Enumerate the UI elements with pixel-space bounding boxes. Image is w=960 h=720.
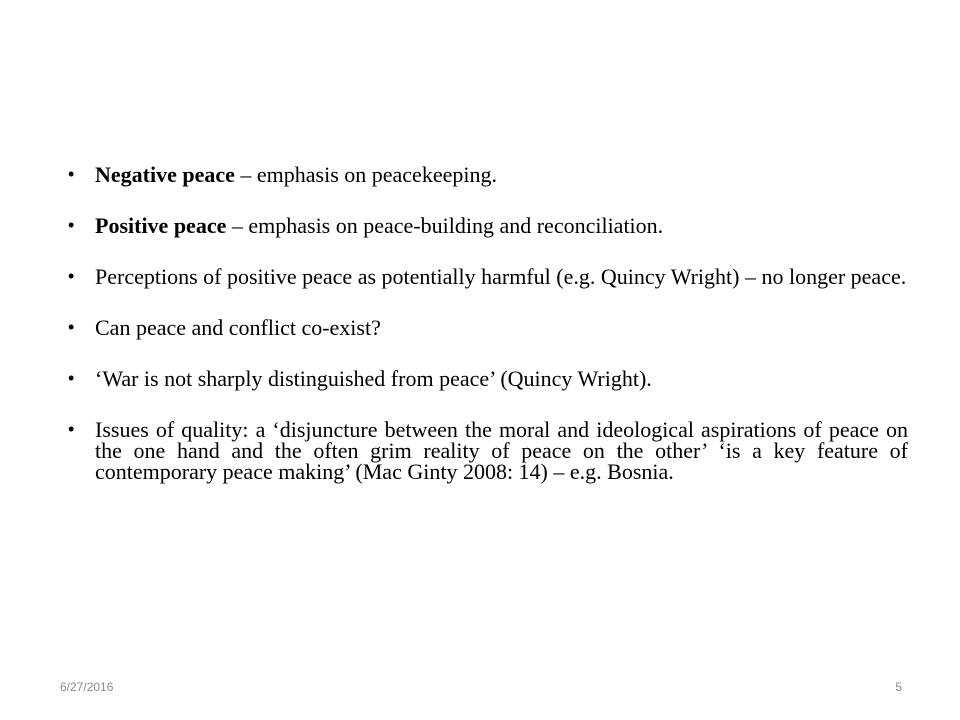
bullet-text — [95, 164, 908, 185]
bullet-text — [95, 266, 908, 287]
bullet-icon: • — [68, 368, 75, 388]
bullet-body: ‘War is not sharply distinguished from peace’ (Quincy Wright). — [95, 366, 652, 391]
bullet-icon: • — [68, 266, 75, 286]
bullet-item-positive-peace — [68, 215, 908, 236]
bullet-text — [95, 368, 908, 389]
bullet-bold-term: Positive peace — [95, 213, 227, 238]
footer-date: 6/27/2016 — [60, 680, 114, 694]
bullet-icon: • — [68, 317, 75, 337]
bullet-body: Perceptions of positive peace as potentially harmful (e.g. Quincy Wright) – no longer peace. — [95, 264, 907, 289]
bullet-list — [68, 164, 908, 482]
bullet-text — [95, 419, 908, 482]
bullet-icon: • — [68, 419, 75, 439]
bullet-icon: • — [68, 164, 75, 184]
bullet-item-coexist — [68, 317, 908, 338]
bullet-text — [95, 215, 908, 236]
bullet-item-war-quote — [68, 368, 908, 389]
bullet-icon: • — [68, 215, 75, 235]
bullet-item-quality — [68, 419, 908, 482]
bullet-body: – emphasis on peacekeeping. — [234, 162, 497, 187]
bullet-text — [95, 317, 908, 338]
bullet-item-perceptions — [68, 266, 908, 287]
bullet-bold-term: Negative peace — [95, 162, 235, 187]
bullet-item-negative-peace — [68, 164, 908, 185]
bullet-body: Issues of quality: a ‘disjuncture between the moral and ideological aspirations of peace on the one hand and the often grim reality of peace on the other’ ‘is a key feature of contemporary peace making’ (Mac Ginty 2008: 14) – e.g. Bosnia. — [95, 417, 908, 484]
slide-number: 5 — [895, 680, 902, 694]
bullet-body: Can peace and conflict co-exist? — [95, 315, 381, 340]
bullet-body: – emphasis on peace-building and reconciliation. — [226, 213, 664, 238]
